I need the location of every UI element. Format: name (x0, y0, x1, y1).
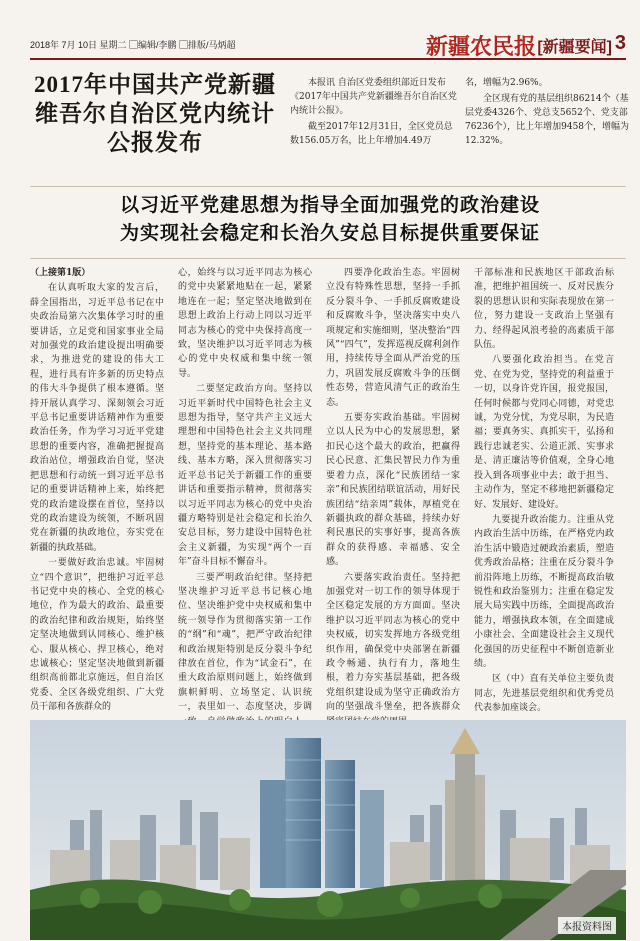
newspaper-brand: 新疆农民报 (425, 34, 536, 59)
main-headline (40, 192, 620, 248)
city-skyline-photo (30, 720, 626, 940)
report-title-box (30, 70, 280, 180)
report-paragraph: 全区现有党的基层组织86214个（基层党委4326个、党总支5652个、党支部76236个），比上年增加9458个，增幅为12.32%。 (465, 94, 630, 146)
article-column-2 (178, 266, 312, 744)
article-paragraph: 一要做好政治忠诚。牢固树立“四个意识”，把维护习近平总书记党中央的核心、全党的核心地位，作为最大的政治、最重要的政治纪律和政治规矩，始终坚定坚决地做到认同核心、维护核心、服从核心、捍卫核心，绝对忠诚核心；坚定坚决地做到新疆组织高前都北京施远，但自治区党委、全区各级党组织、广大党员干部和各族群众的 (30, 558, 164, 713)
article-paragraph: 心，始终与以习近平同志为核心的党中央紧紧地贴在一起，紧紧地连在一起；坚定坚决地做到在思想上政治上行动上同以习近平同志为核心的党中央保持高度一致，坚决维护以习近平同志为核心的党中央权威和集中统一领导。 (178, 268, 312, 379)
article-paragraph: 在认真听取大家的发言后，薛全国指出，习近平总书记在中央政治局第六次集体学习时的重要讲话，立足党和国家事业全局对加强党的政治建设提出明确要求，为推进党的建设的伟大工程，进行具有许多新的历史特点的伟大斗争提供了根本遵循。坚持开展认真学习、深刻领会习近平总书记重要讲话精神作为重要政治任务，作为学习习近平党建思想的重要内容，准确把握提高政治站位，增强政治自觉，坚决把思想和行动统一到习近平总书记的重要讲话精神上来，始终把党的政治建设摆在首位，坚持以党的政治建设为统领，不断巩固党在新疆的执政地位，夯实党在新疆的执政基础。 (30, 283, 164, 553)
photo-credit: 本报资料图 (558, 917, 616, 934)
article-paragraph: 八要强化政治担当。在党言党、在党为党，坚持党的利益重于一切，以身许党许国，报党报国，任何时候都与党同心同德，对党忠诚，为党分忧，为党尽职，为民造福；要真务实、真抓实干，弘扬和践行忠诚老实、公道正派、实事求是、清正廉洁等价值观，全身心地投入到各项事业中去；敢于担当、主动作为，坚定不移地把新疆稳定好、发展好、建设好。 (474, 355, 614, 510)
article-paragraph: 九要提升政治能力。注重从党内政治生活中历练，在严格党内政治生活中锻造过硬政治素质，塑造优秀政治品格；注重在反分裂斗争前沿阵地上历练，不断提高政治敏锐性和政治鉴别力；注重在稳定发展大局实践中历练，全面提高政治能力，增强执政本领，在全面建成小康社会、全面建设社会主义现代化强国的历史征程中不断创造新业绩。 (474, 514, 614, 669)
headline-line-1: 以习近平党建思想为指导全面加强党的政治建设 (119, 195, 540, 216)
article-paragraph: 六要落实政治责任。坚持把加强党对一切工作的领导体现于全区稳定发展的方方面面。坚决维护以习近平同志为核心的党中央权威，切实发挥地方各级党组织作用，确保党中央部署在新疆政令畅通、执行有力，落地生根，着力夯实基层基础，把各级党组织建设成为坚守正确政治方向的坚强战斗堡垒，把各族群众 (326, 572, 460, 713)
article-paragraph: 五要夯实政治基础。牢固树立以人民为中心的发展思想，紧扣民心这个最大的政治，把赢得民心民意、汇集民智民力作为重要着力点，深化“民族团结一家亲”和民族团结联谊活动，用好民族团结“结亲周”载体，厚植党在新疆执政的群众基础，持续办好利民惠民的实事好事，提高各族群众的获得感、幸福感、安全感。 (326, 413, 460, 568)
section-label: [新疆要闻] (537, 39, 612, 56)
headline-line-2: 为实现社会稳定和长治久安总目标提供重要保证 (119, 223, 540, 244)
report-column-2 (465, 76, 635, 150)
page-number: 3 (614, 32, 626, 54)
date-editor-line: 2018年 7月 10日 星期二 ▢编辑/李鹏 ▢排版/马炳超 (30, 40, 236, 50)
skyline-illustration (30, 720, 626, 940)
continued-note: （上接第1版） (30, 268, 91, 278)
article-paragraph: 区（中）直有关单位主要负责同志，先进基层党组织和优秀党员代表参加座谈会。 (474, 674, 614, 714)
article-paragraph: 干部标准和民族地区干部政治标准，把维护祖国统一、反对民族分裂的思想认识和实际表现放在第一位，努力建设一支政治上坚强有力、经得起风浪考验的高素质干部队伍。 (474, 268, 614, 351)
report-paragraph: 名，增幅为2.96%。 (465, 78, 548, 88)
article-column-3 (326, 266, 460, 745)
report-column-1 (290, 76, 460, 150)
report-paragraph: 本报讯 自治区党委组织部近日发布《2017年中国共产党新疆维吾尔自治区党内统计公报》。 (290, 78, 457, 116)
article-paragraph: 四要净化政治生态。牢固树立没有特殊性思想，坚持一手抓反分裂斗争、一手抓反腐败建设和反腐败斗争，坚决落实中央八项规定和实施细则，坚决整治“四风”“四气”，发挥巡视反腐利剑作用，持续传导全面从严治党的压力，巩固发展反腐败斗争的压倒性态势，营造风清气正的政治生态。 (326, 268, 460, 408)
article-column-1 (30, 266, 164, 716)
page-header (30, 30, 626, 60)
article-paragraph: 三要严明政治纪律。坚持把坚决维护习近平总书记核心地位、坚决维护党中央权威和集中统一领导作为贯彻落实第一工作的“纲”和“魂”，把严守政治纪律和政治规矩特别是反分裂斗争纪律放在首位，作为“试金石”，在重大政治原则问题上，始终做到旗帜鲜明、立场坚定、认识统一，表里如一、态度坚决，步调 (178, 572, 312, 713)
article-paragraph: 二要坚定政治方向。坚持以习近平新时代中国特色社会主义思想为指导，坚守共产主义远大理想和中国特色社会主义共同理想，坚持党的基本理论、基本路线、基本方略，深入贯彻落实习近平总书记关于新疆工作的重要讲话和重要指示精神，贯彻落实以习近平同志为核心的党中央治疆方略特别是社会稳定和长治久安总目标，努力建设中国特色社会主义新疆，为实现“两个一百年”奋斗目标不懈奋斗。 (178, 384, 312, 568)
article-column-4 (474, 266, 614, 717)
divider (30, 186, 626, 187)
report-title: 2017年中国共产党新疆维吾尔自治区党内统计公报发布 (34, 72, 276, 155)
divider (30, 258, 626, 259)
report-paragraph: 截至2017年12月31日，全区党员总数156.05万名，比上年增加4.49万 (290, 122, 453, 146)
